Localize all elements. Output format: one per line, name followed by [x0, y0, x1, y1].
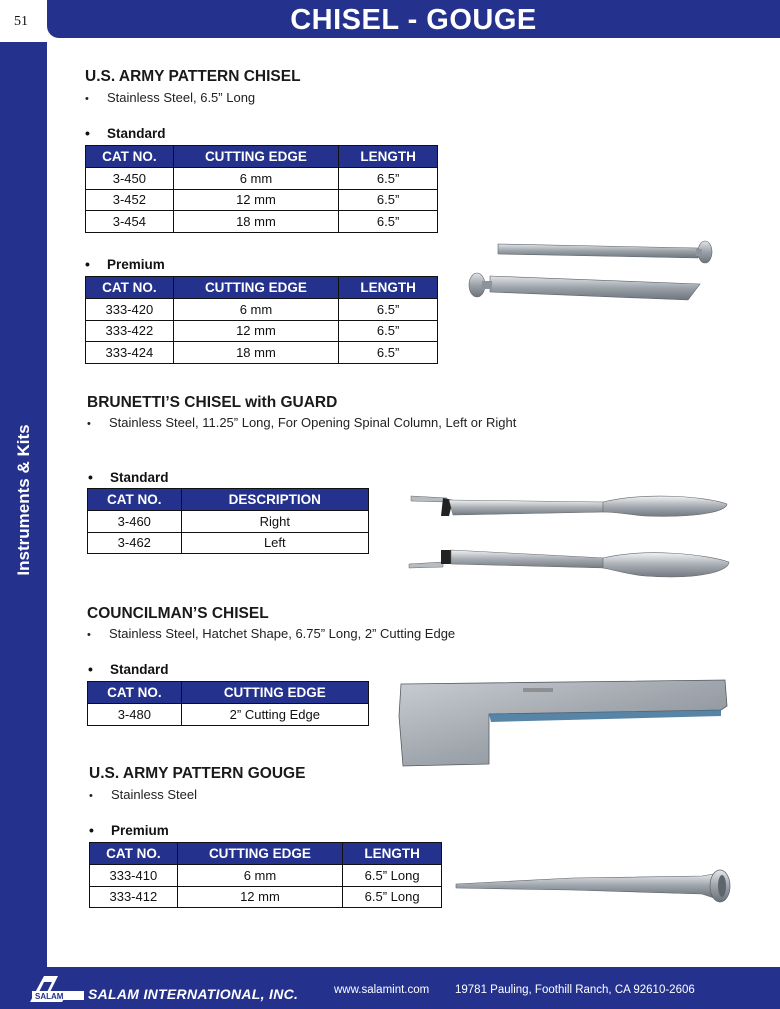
table-header-row [88, 489, 369, 511]
column-header: LENGTH [339, 146, 438, 168]
table-row [86, 299, 438, 321]
brunetti-chisel-illustration [405, 488, 735, 584]
spec-table-army-gouge-premium [89, 842, 442, 908]
cat-no-cell: 333-412 [90, 886, 178, 908]
cutting-edge-cell: 12 mm [177, 886, 342, 908]
table-row [90, 886, 442, 908]
table-row [86, 189, 438, 211]
table-header-row [88, 682, 369, 704]
page-number: 51 [14, 14, 28, 29]
description-cell: Right [181, 511, 368, 533]
company-address: 19781 Pauling, Foothill Ranch, CA 92610-2606 [455, 984, 695, 996]
table-row [88, 532, 369, 554]
cat-no-cell: 3-450 [86, 168, 174, 190]
section-title-army-gouge: U.S. ARMY PATTERN GOUGE [89, 765, 306, 782]
army-gouge-illustration [452, 868, 736, 906]
cat-no-cell: 333-422 [86, 320, 174, 342]
councilman-chisel-illustration [395, 676, 731, 770]
column-header: CAT NO. [90, 843, 178, 865]
group-label-premium: • Premium [85, 256, 165, 272]
table-row [86, 342, 438, 364]
page-title: CHISEL - GOUGE [290, 4, 537, 36]
cat-no-cell: 3-454 [86, 211, 174, 233]
length-cell: 6.5” [339, 189, 438, 211]
cat-no-cell: 333-424 [86, 342, 174, 364]
website-link[interactable]: www.salamint.com [334, 984, 430, 996]
column-header: CAT NO. [86, 146, 174, 168]
table-row [90, 865, 442, 887]
group-label-premium: • Premium [89, 822, 169, 838]
column-header: CUTTING EDGE [177, 843, 342, 865]
cutting-edge-cell: 12 mm [173, 189, 338, 211]
group-label-standard: • Standard [88, 469, 169, 485]
column-header: DESCRIPTION [181, 489, 368, 511]
section-description-army-gouge: • Stainless Steel [89, 787, 197, 802]
side-label: Instruments & Kits [14, 424, 33, 576]
salam-logo [26, 972, 96, 1004]
length-cell: 6.5” [339, 320, 438, 342]
table-header-row [86, 277, 438, 299]
section-title-army-chisel: U.S. ARMY PATTERN CHISEL [85, 68, 301, 85]
cat-no-cell: 333-420 [86, 299, 174, 321]
company-name: SALAM INTERNATIONAL, INC. [88, 986, 299, 1002]
table-row [86, 211, 438, 233]
cutting-edge-cell: 12 mm [173, 320, 338, 342]
length-cell: 6.5” Long [343, 865, 442, 887]
cutting-edge-cell: 6 mm [177, 865, 342, 887]
column-header: CUTTING EDGE [181, 682, 368, 704]
column-header: CAT NO. [88, 682, 182, 704]
column-header: CAT NO. [88, 489, 182, 511]
cat-no-cell: 3-452 [86, 189, 174, 211]
group-label-standard: • Standard [88, 661, 169, 677]
cat-no-cell: 3-462 [88, 532, 182, 554]
column-header: LENGTH [339, 277, 438, 299]
table-row [88, 511, 369, 533]
length-cell: 6.5” [339, 211, 438, 233]
cutting-edge-cell: 2” Cutting Edge [181, 704, 368, 726]
cutting-edge-cell: 6 mm [173, 168, 338, 190]
cutting-edge-cell: 6 mm [173, 299, 338, 321]
length-cell: 6.5” [339, 168, 438, 190]
table-header-row [90, 843, 442, 865]
army-chisel-illustration [460, 240, 720, 306]
section-description-councilman-chisel: • Stainless Steel, Hatchet Shape, 6.75” Long, 2” Cutting Edge [87, 626, 456, 641]
section-title-councilman-chisel: COUNCILMAN’S CHISEL [87, 605, 269, 622]
length-cell: 6.5” Long [343, 886, 442, 908]
spec-table-brunetti-standard [87, 488, 369, 554]
table-row [88, 704, 369, 726]
cat-no-cell: 3-460 [88, 511, 182, 533]
cutting-edge-cell: 18 mm [173, 211, 338, 233]
description-cell: Left [181, 532, 368, 554]
spec-table-army-chisel-standard [85, 145, 438, 233]
column-header: CAT NO. [86, 277, 174, 299]
section-description-army-chisel: • Stainless Steel, 6.5” Long [85, 90, 256, 105]
table-row [86, 168, 438, 190]
cutting-edge-cell: 18 mm [173, 342, 338, 364]
column-header: CUTTING EDGE [173, 277, 338, 299]
table-header-row [86, 146, 438, 168]
spec-table-army-chisel-premium [85, 276, 438, 364]
cat-no-cell: 3-480 [88, 704, 182, 726]
spec-table-councilman-standard [87, 681, 369, 726]
cat-no-cell: 333-410 [90, 865, 178, 887]
length-cell: 6.5” [339, 299, 438, 321]
column-header: LENGTH [343, 843, 442, 865]
group-label-standard: • Standard [85, 125, 166, 141]
table-row [86, 320, 438, 342]
logo-text: SALAM [35, 992, 64, 1001]
section-description-brunetti-chisel: • Stainless Steel, 11.25” Long, For Opening Spinal Column, Left or Right [87, 415, 517, 430]
section-title-brunetti-chisel: BRUNETTI’S CHISEL with GUARD [87, 394, 338, 411]
length-cell: 6.5” [339, 342, 438, 364]
column-header: CUTTING EDGE [173, 146, 338, 168]
